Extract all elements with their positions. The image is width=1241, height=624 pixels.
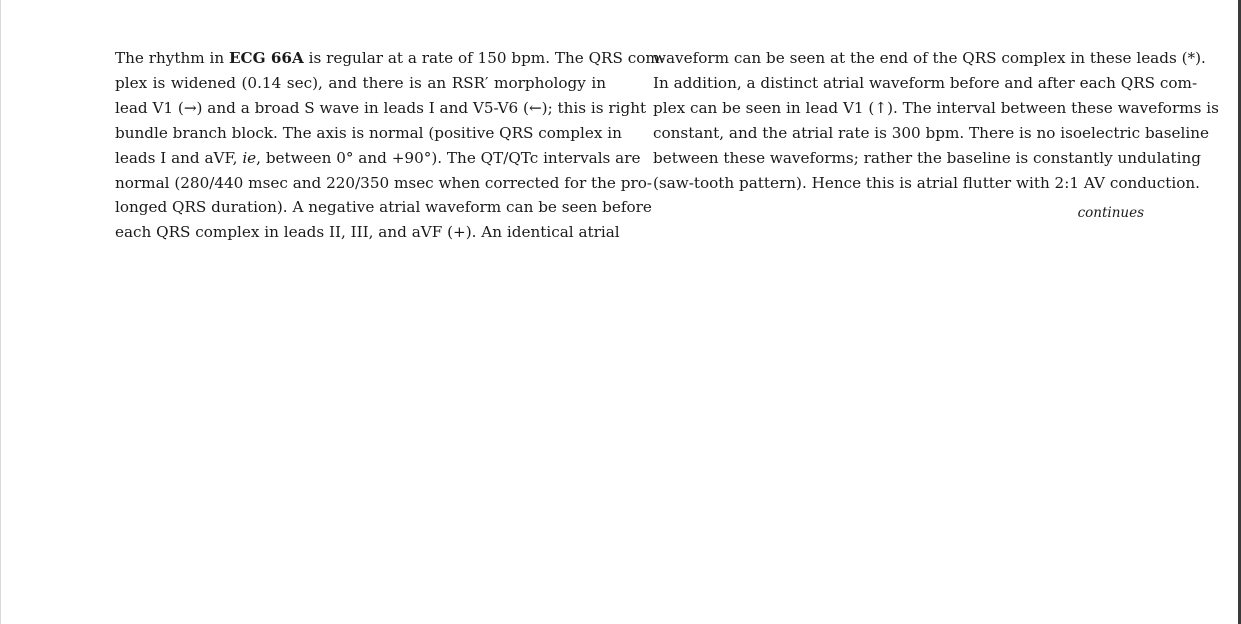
- paragraph-line: (saw-tooth pattern). Hence this is atrial flutter with 2:1 AV conduction.: [653, 173, 1200, 192]
- paragraph-line: normal (280/440 msec and 220/350 msec when corrected for the pro-: [115, 173, 653, 192]
- paragraph-line: constant, and the atrial rate is 300 bpm. There is no isoelectric baseline: [653, 123, 1209, 142]
- paragraph-line: The rhythm in ECG 66A is regular at a rate of 150 bpm. The QRS com-: [115, 49, 665, 67]
- paragraph-line: plex can be seen in lead V1 (↑). The interval between these waveforms is: [653, 98, 1219, 117]
- page-left-border: [0, 0, 1, 624]
- italic-ie: ie: [242, 148, 257, 167]
- continues-marker: continues: [1077, 205, 1144, 222]
- ecg-reference: ECG 66A: [228, 49, 304, 67]
- paragraph-line: In addition, a distinct atrial waveform before and after each QRS com-: [653, 73, 1198, 92]
- right-text-column: [653, 46, 1219, 226]
- paragraph-line: each QRS complex in leads II, III, and aVF (+). An identical atrial: [115, 223, 620, 242]
- paragraph-line: plex is widened (0.14 sec), and there is an RSR′ morphology in: [115, 73, 606, 92]
- paragraph-line: leads I and aVF, ie, between 0° and +90°). The QT/QTc intervals are: [115, 148, 641, 167]
- paragraph-line: waveform can be seen at the end of the QRS complex in these leads (*).: [653, 49, 1206, 67]
- paragraph-line: between these waveforms; rather the baseline is constantly undulating: [653, 148, 1201, 167]
- paragraph-line: longed QRS duration). A negative atrial waveform can be seen before: [115, 198, 652, 217]
- paragraph-line: bundle branch block. The axis is normal (positive QRS complex in: [115, 123, 622, 142]
- paragraph-line: lead V1 (→) and a broad S wave in leads I and V5-V6 (←); this is right: [115, 98, 647, 117]
- left-text-column: [115, 46, 665, 245]
